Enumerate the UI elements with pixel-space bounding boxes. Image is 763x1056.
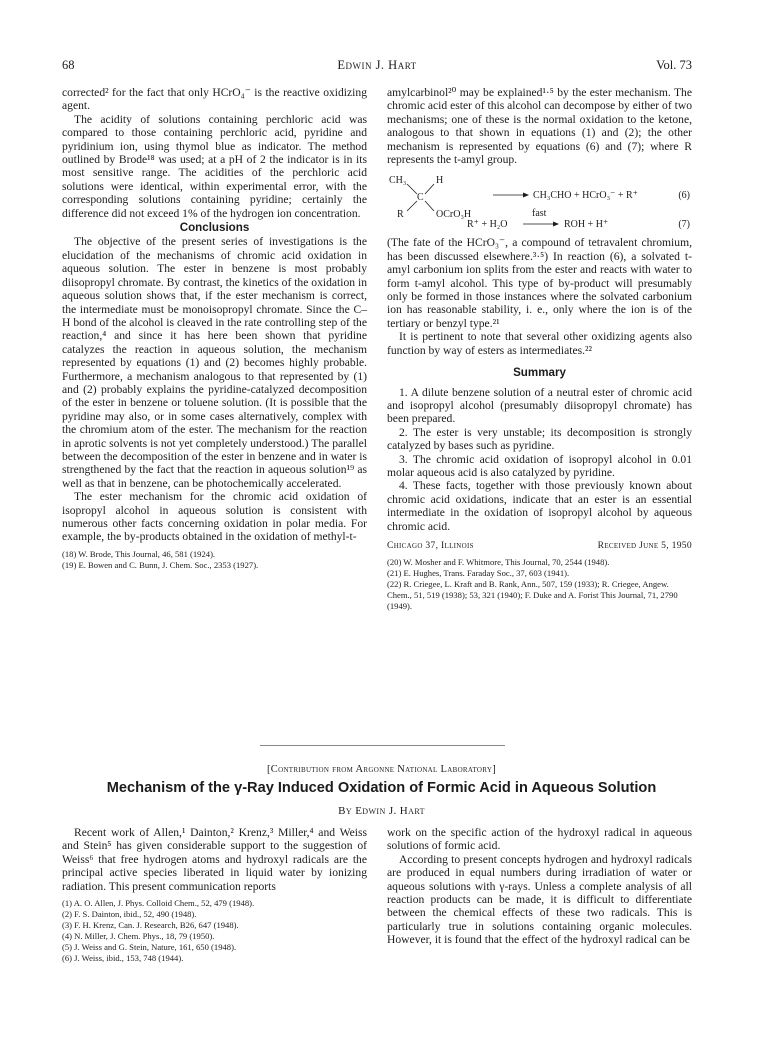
paragraph: The ester mechanism for the chromic acid oxidation of isopropyl alcohol in aqueous solution is consistent with numerous other facts concerning oxidation in polar media. For example, the by-products obtained in the oxidation of methyl-t-: [62, 490, 367, 544]
summary-item: 1. A dilute benzene solution of a neutral ester of chromic acid and isopropyl alcohol (presumably diisopropyl chromate) has been prepared.: [387, 385, 692, 426]
eq7-number: (7): [678, 219, 690, 231]
eq7-left: R⁺ + H₂O: [467, 219, 508, 231]
eq6-number: (6): [678, 190, 690, 202]
dateline: [387, 539, 692, 553]
running-head-author: Edwin J. Hart: [337, 58, 417, 72]
paragraph: amylcarbinol²⁰ may be explained¹·⁵ by the ester mechanism. The chromic acid ester of this alcohol can decompose by either of two mechanisms; one of these is the normal oxidation to the ketone, analogous to that shown in equations (1) and (2); the other mechanism is represented by equations (6) and (7); where R represents the t-amyl group.: [387, 86, 692, 167]
footnote: (20) W. Mosher and F. Whitmore, This Journal, 70, 2544 (1948).: [387, 556, 610, 567]
eq-r: R: [397, 209, 404, 221]
section-title-conclusions: Conclusions: [179, 221, 250, 235]
footnote: (21) E. Hughes, Trans. Faraday Soc., 37, 603 (1941).: [387, 567, 570, 578]
footnote: (19) E. Bowen and C. Bunn, J. Chem. Soc., 2353 (1927).: [62, 559, 259, 570]
eq7-fast: fast: [532, 208, 547, 220]
running-head: [62, 58, 692, 76]
article2-left-column: [62, 826, 367, 964]
right-column: [387, 86, 692, 612]
footnote: (5) J. Weiss and G. Stein, Nature, 161, 650 (1948).: [62, 942, 237, 953]
paragraph: (The fate of the HCrO₃⁻, a compound of tetravalent chromium, has been discussed elsewhere.³·⁵) In reaction (6), a solvated t-amyl carbonium ion splits from the ester and reacts with water to form t-amyl alcohol. This type of by-product will presumably only be formed in those instances where the solvated carbonium ion has reasonable stability, i. e., only where the ion is of the tertiary or benzyl type.²¹: [387, 236, 692, 330]
footnote: (1) A. O. Allen, J. Phys. Colloid Chem., 52, 479 (1948).: [62, 898, 255, 909]
paragraph: The objective of the present series of investigations is the elucidation of the mechanisms of chromic acid oxidation in aqueous solution. The ester in benzene is most probably diisopropyl chromate. By contrast, the kinetics of the oxidation in aqueous solution shows that, if the ester mechanism is correct, the intermediate must be monoisopropyl chromate. Since the C–H bond of the alcohol is cleaved in the rate controlling step of the reaction,⁴ and since it has here been shown that pyridine catalyzes the reaction in aqueous solution, the mechanism represented by equations (1) and (2) becomes highly probable. Furthermore, a mechanism analogous to that represented by (1) and (2) probably explains the pyridine-catalyzed decomposition of the ester in benzene or toluene solution. (It is possible that the pyridine may also, or in some cases alternatively, complex with the chromium atom of the ester. The mechanism for the reaction in aprotic solvents is not yet completely understood.) The parallel between the decomposition of the ester in benzene and in water is strengthened by the fact that the reaction in aqueous solution¹⁹ as well as that in benzene, can be photochemically accelerated.: [62, 235, 367, 490]
paragraph: corrected² for the fact that only HCrO₄⁻ is the reactive oxidizing agent.: [62, 86, 367, 113]
paragraph: The acidity of solutions containing perchloric acid was compared to those containing perchloric acid, pyridine and pyridinium ion, using thymol blue as indicator. The method outlined by Brode¹⁸ was used; at a pH of 2 the indicator is in its most sensitive range. The acidities of the perchloric acid solutions were identical, within experimental error, with the corresponding solutions containing pyridine; certainly the difference did not exceed 1% of the hydrogen ion concentration.: [62, 112, 367, 220]
volume-label: Vol. 73: [656, 58, 692, 72]
contribution-line: [Contribution from Argonne National Laboratory]: [266, 764, 497, 775]
eq-c: C: [417, 192, 424, 204]
article-byline: By Edwin J. Hart: [338, 805, 425, 817]
article2-right-column: [387, 826, 692, 947]
summary-item: 2. The ester is very unstable; its decomposition is strongly catalyzed by bases such as pyridine.: [387, 425, 692, 453]
footnote: (2) F. S. Dainton, ibid., 52, 490 (1948).: [62, 909, 197, 920]
eq-ocro3h: OCrO₃H: [436, 209, 472, 221]
left-column: [62, 86, 367, 571]
footnote: (18) W. Brode, This Journal, 46, 581 (1924).: [62, 548, 216, 559]
section-title-summary: Summary: [513, 366, 566, 380]
eq7-right: ROH + H⁺: [564, 219, 609, 231]
dateline-received: Received June 5, 1950: [597, 539, 692, 551]
article-title: Mechanism of the γ-Ray Induced Oxidation of Formic Acid in Aqueous Solution: [106, 780, 657, 796]
paragraph: Recent work of Allen,¹ Dainton,² Krenz,³ Miller,⁴ and Weiss and Stein⁵ has given considerable support to the suggestion of Weiss⁶ that free hydrogen atoms and hydroxyl radicals are the principal active species liberated in liquid water by ionizing radiation. This present communication reports: [62, 826, 367, 893]
equations-6-7: [387, 170, 692, 230]
dateline-location: Chicago 37, Illinois: [387, 539, 474, 551]
paragraph: It is pertinent to note that several other oxidizing agents also function by way of esters as intermediates.²²: [387, 330, 692, 357]
footnote: (4) N. Miller, J. Chem. Phys., 18, 79 (1950).: [62, 931, 215, 942]
page-number: 68: [62, 58, 75, 72]
summary-item: 4. These facts, together with those previously known about chromic acid oxidations, indicate that an ester is an essential intermediate in the oxidation of isopropyl alcohol by aqueous chromic acid.: [387, 479, 692, 533]
footnote: (3) F. H. Krenz, Can. J. Research, B26, 647 (1948).: [62, 920, 239, 931]
eq-h: H: [436, 175, 444, 187]
paragraph: work on the specific action of the hydroxyl radical in aqueous solutions of formic acid.: [387, 826, 692, 853]
summary-item: 3. The chromic acid oxidation of isopropyl alcohol in 0.01 molar aqueous acid is also catalyzed by pyridine.: [387, 452, 692, 479]
footnote: (6) J. Weiss, ibid., 153, 748 (1944).: [62, 953, 184, 964]
paragraph: According to present concepts hydrogen and hydroxyl radicals are produced in equal numbers during irradiation of water or aqueous solutions with γ-rays. Unless a complete analysis of all reaction products can be made, it is difficult to differentiate between the chemical effects of these two radicals. This is particularly true in solutions containing organic molecules. However, it is found that the effect of the hydroxyl radical can be: [387, 852, 692, 947]
article-divider: [260, 745, 505, 746]
eq-ch3: CH₃: [389, 175, 407, 187]
footnote: (22) R. Criegee, L. Kraft and B. Rank, Ann., 507, 159 (1933); R. Criegee, Angew. Chem., 51, 519 (1938); 53, 321 (1940); F. Duke and A. Forist This Journal, 71, 2790 (1949).: [387, 578, 678, 611]
eq6-products: CH₃CHO + HCrO₃⁻ + R⁺: [533, 190, 638, 202]
